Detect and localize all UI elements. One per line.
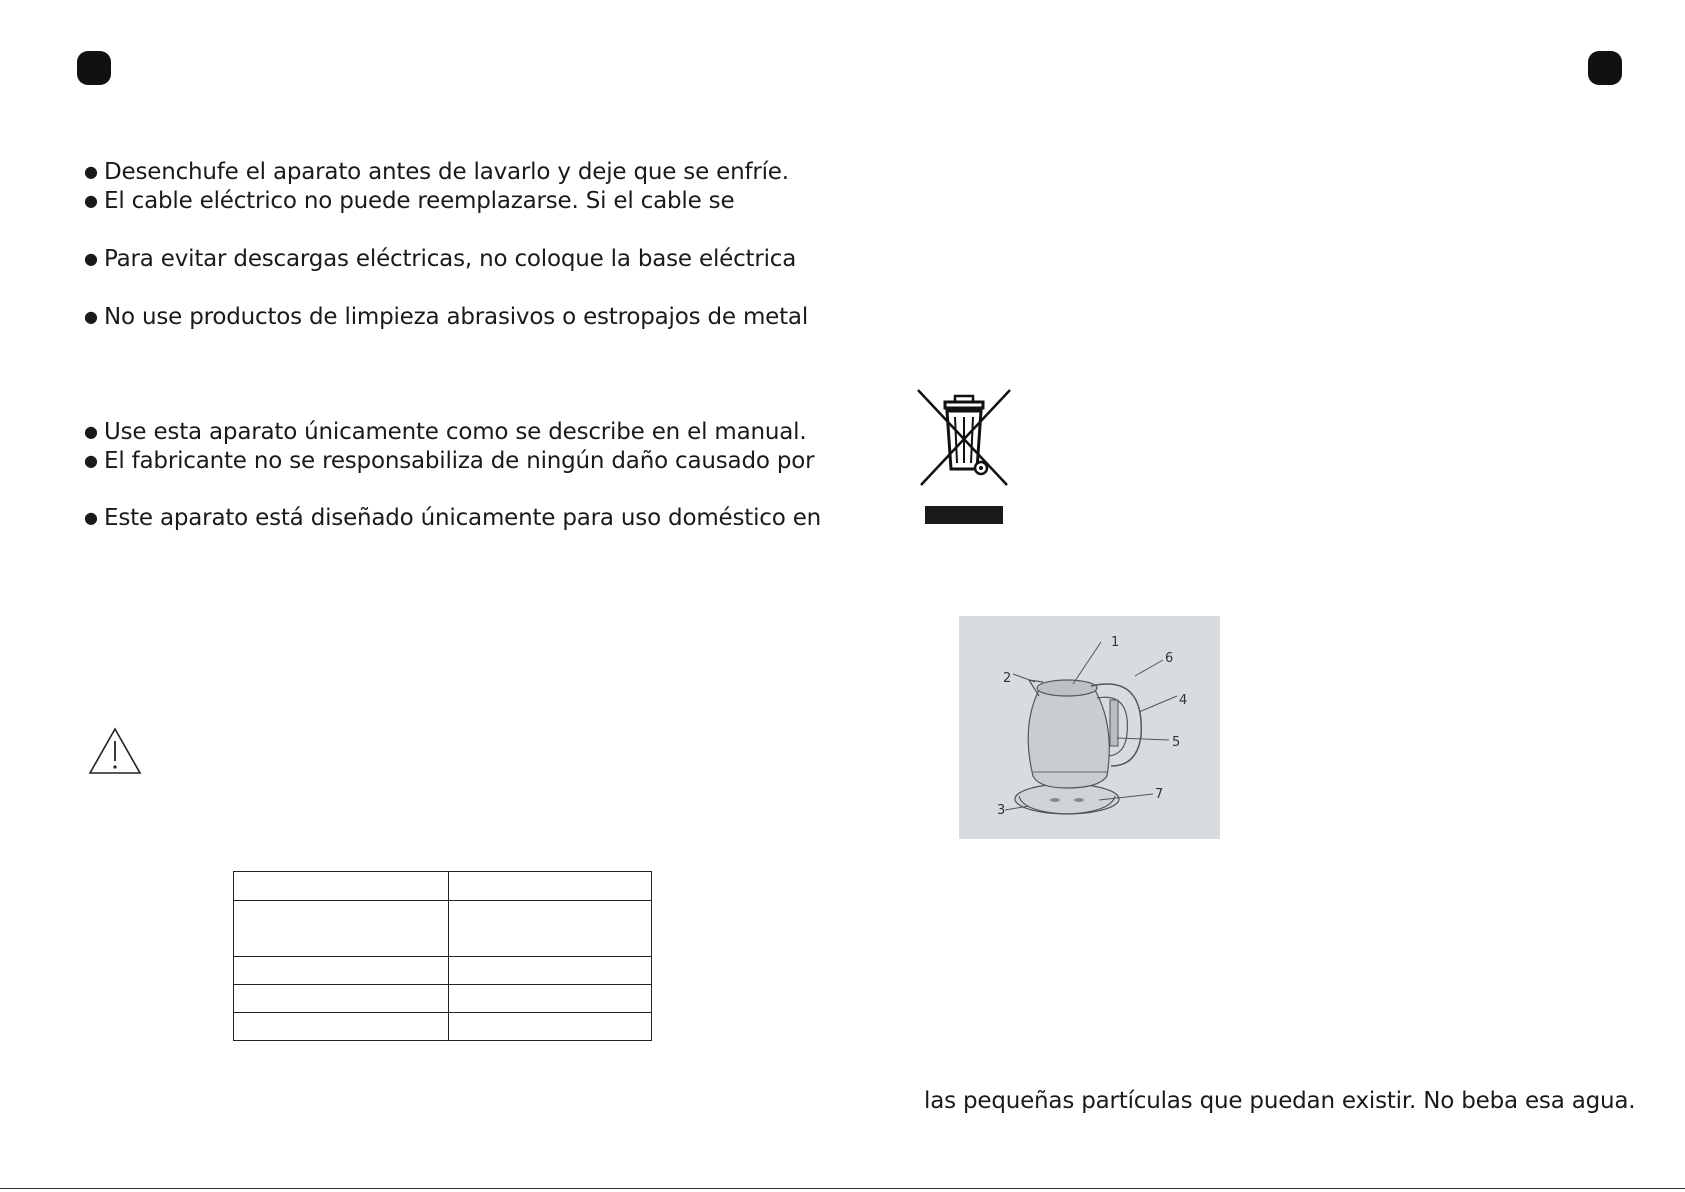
table-cell (234, 957, 449, 985)
bullet-dot: ● (84, 307, 98, 326)
table-row (234, 872, 652, 901)
table-cell (449, 872, 652, 901)
bullet-dot: ● (84, 508, 98, 527)
warning-triangle-icon (88, 727, 142, 775)
bullet-abrasive (84, 302, 808, 332)
diagram-label-5: 5 (1172, 735, 1181, 750)
bullet-dot: ● (84, 451, 98, 470)
table-cell (234, 1013, 449, 1041)
diagram-label-6: 6 (1165, 651, 1174, 666)
bullet-electric-shock (84, 244, 796, 274)
kettle-diagram (959, 616, 1220, 839)
table-cell (449, 1013, 652, 1041)
bullet-manual-use (84, 417, 806, 447)
weee-bar (925, 506, 1003, 524)
bullet-manufacturer (84, 446, 814, 476)
table-cell (449, 957, 652, 985)
bullet-text: Este aparato está diseñado únicamente para uso doméstico en (104, 505, 822, 531)
bullet-domestic-use (84, 503, 821, 533)
bullet-text: El cable eléctrico no puede reemplazarse. Si el cable se (104, 188, 735, 214)
table-cell (449, 985, 652, 1013)
table-row (234, 1013, 652, 1041)
table-row (234, 985, 652, 1013)
bullet-unplug (84, 157, 789, 187)
bullet-dot: ● (84, 162, 98, 181)
diagram-label-4: 4 (1179, 693, 1188, 708)
bottom-rule (0, 1188, 1685, 1189)
crossed-out-bin-icon (915, 387, 1013, 489)
table-row (234, 957, 652, 985)
bullet-text: Use esta aparato únicamente como se describe en el manual. (104, 419, 807, 445)
footer-text: las pequeñas partículas que puedan existir. No beba esa agua. (924, 1088, 1636, 1114)
table-row (234, 901, 652, 957)
bullet-text: Para evitar descargas eléctricas, no coloque la base eléctrica (104, 246, 797, 272)
bullet-text: Desenchufe el aparato antes de lavarlo y deje que se enfríe. (104, 159, 789, 185)
kettle-illustration (959, 616, 1220, 839)
corner-marker-right (1588, 51, 1622, 85)
bullet-text: No use productos de limpieza abrasivos o estropajos de metal (104, 304, 809, 330)
table-cell (234, 985, 449, 1013)
corner-marker-left (77, 51, 111, 85)
diagram-label-7: 7 (1155, 787, 1164, 802)
diagram-label-3: 3 (997, 803, 1006, 818)
table-cell (234, 901, 449, 957)
spec-table (233, 871, 652, 1041)
table-cell (234, 872, 449, 901)
bullet-text: El fabricante no se responsabiliza de ningún daño causado por (104, 448, 815, 474)
bullet-dot: ● (84, 249, 98, 268)
diagram-label-2: 2 (1003, 671, 1012, 686)
bullet-dot: ● (84, 422, 98, 441)
bullet-dot: ● (84, 191, 98, 210)
diagram-label-1: 1 (1111, 635, 1120, 650)
table-cell (449, 901, 652, 957)
bullet-cable (84, 186, 734, 216)
